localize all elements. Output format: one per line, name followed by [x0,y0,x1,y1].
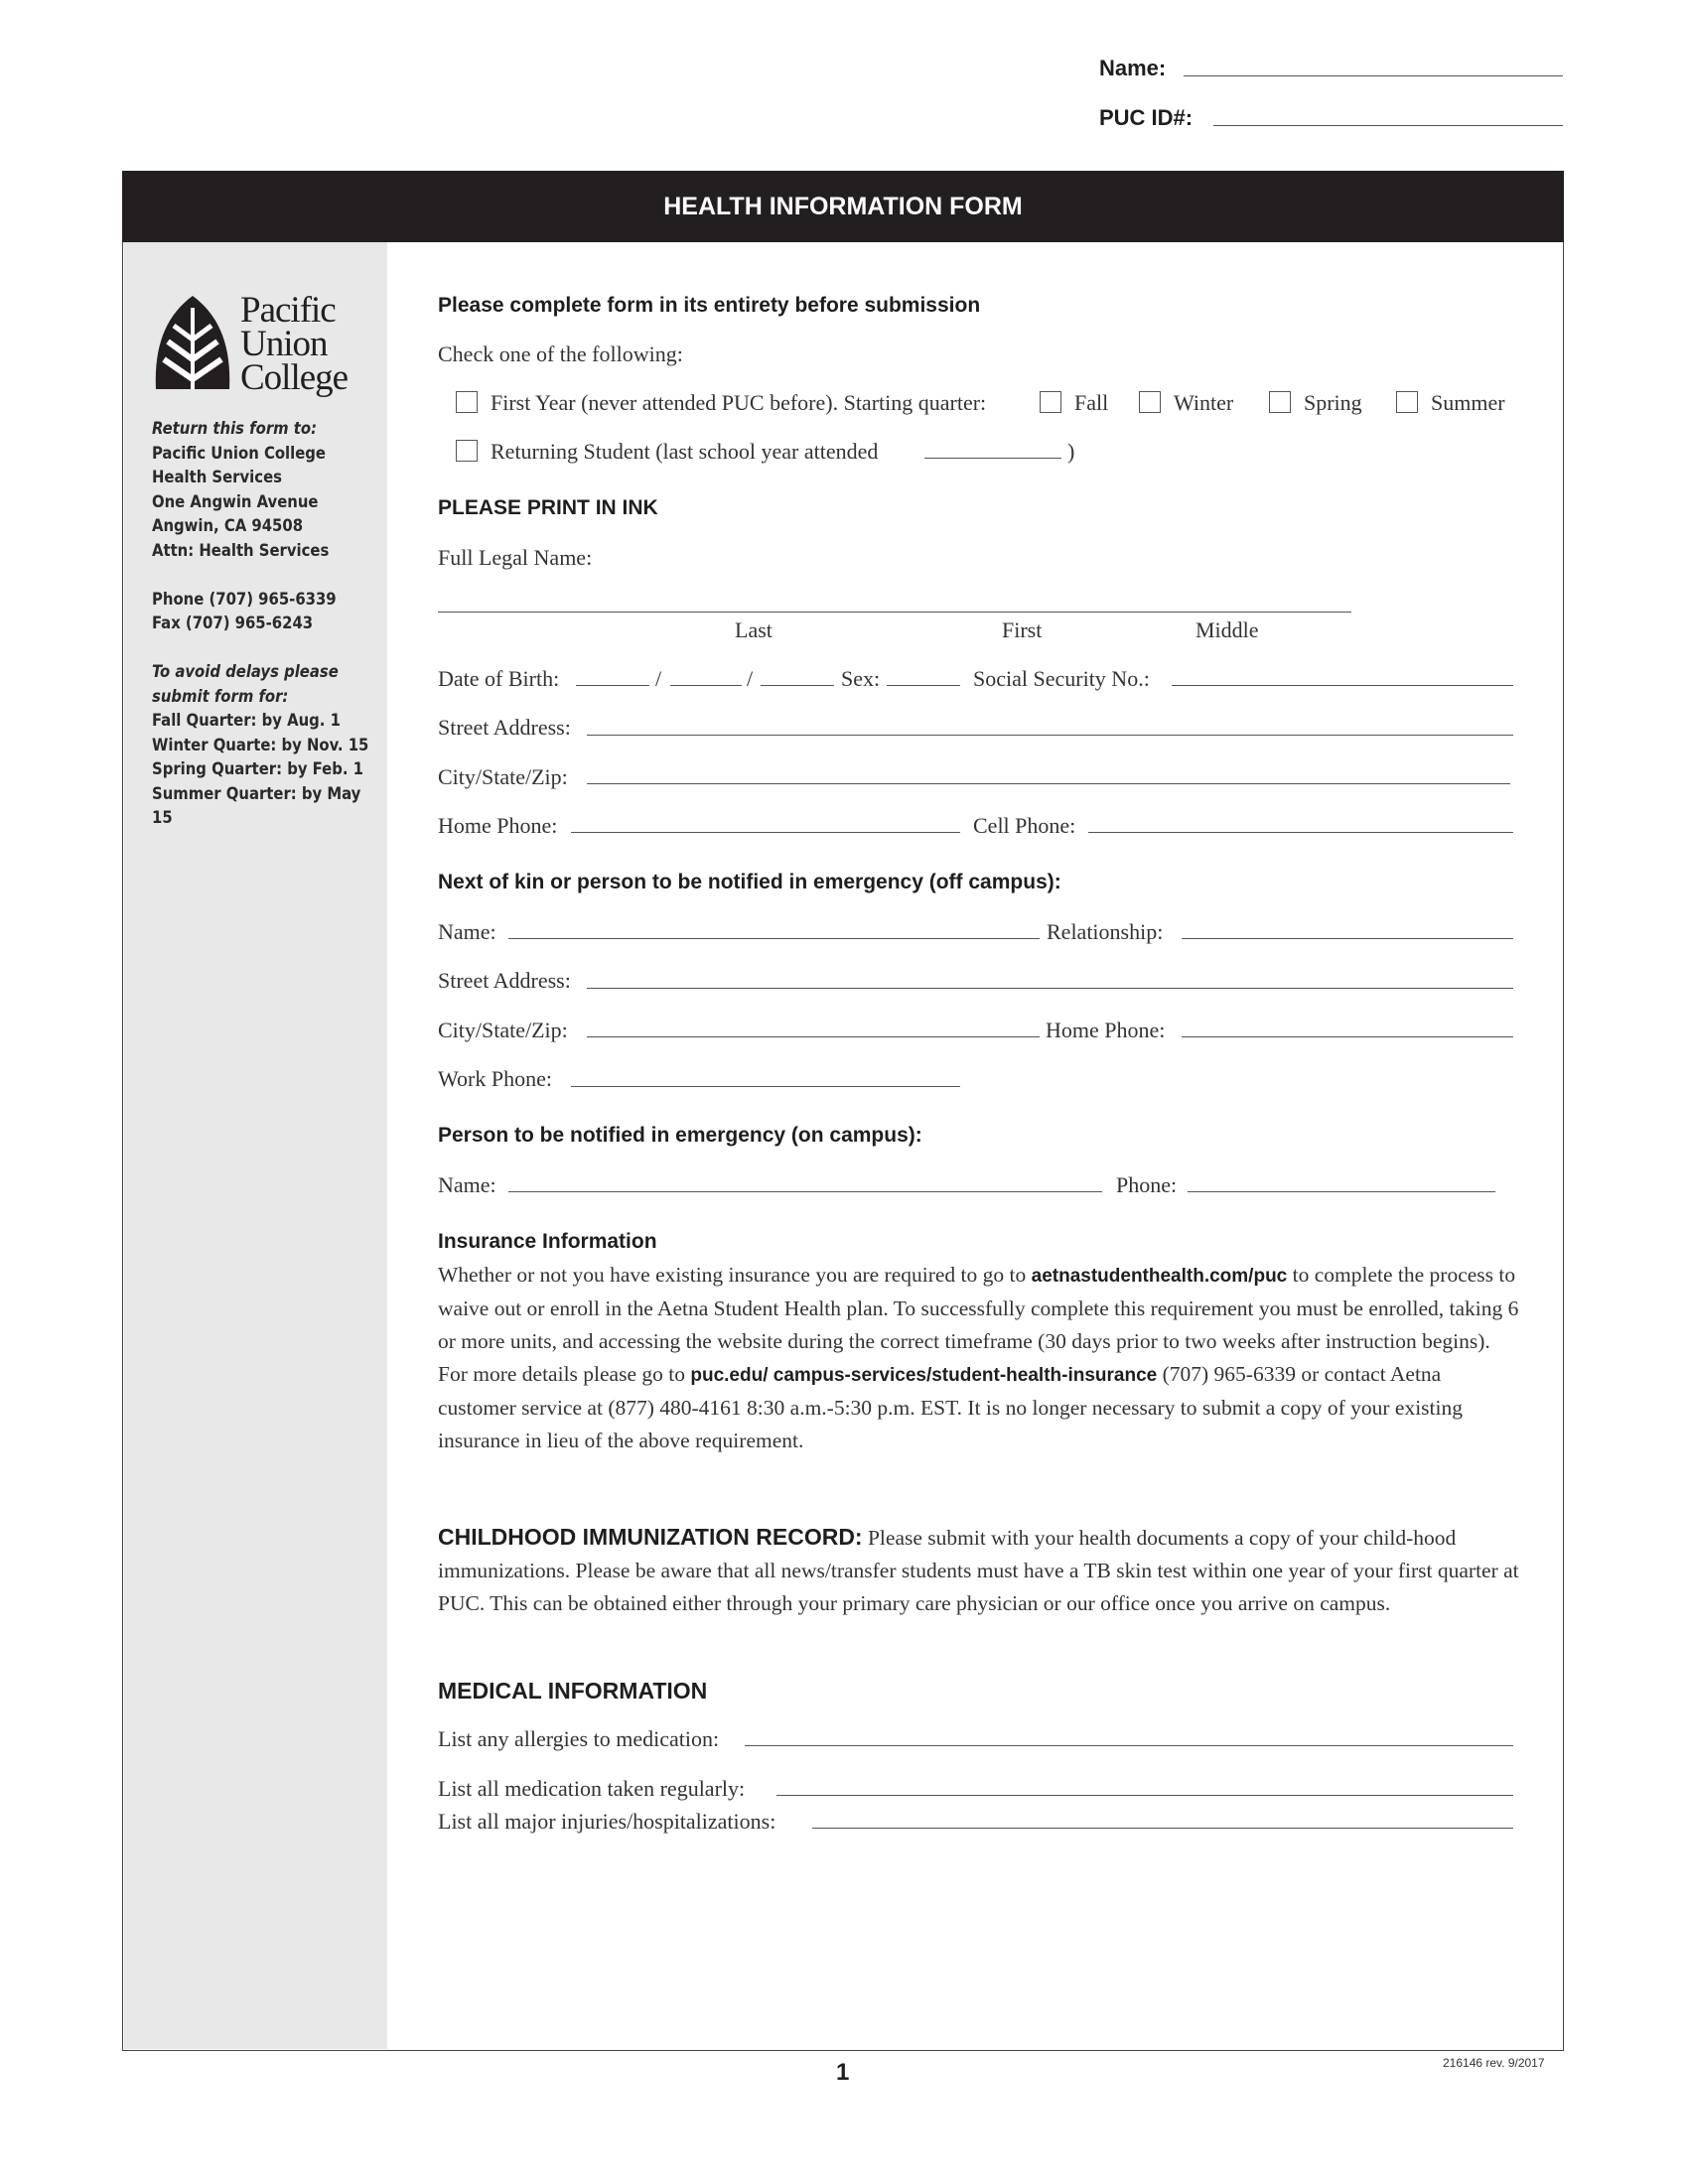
kin-home-phone-label: Home Phone: [1046,1018,1166,1042]
on-campus-heading: Person to be notified in emergency (on campus): [438,1124,922,1147]
first-year-label: First Year (never attended PUC before). Starting quarter: [491,390,987,415]
sex-field[interactable] [887,685,960,686]
home-phone-field[interactable] [571,832,960,833]
first-name-caption: First [1002,617,1043,642]
first-year-checkbox[interactable] [456,391,478,413]
dob-year-field[interactable] [761,685,834,686]
print-in-ink-heading: PLEASE PRINT IN INK [438,496,658,519]
cell-phone-field[interactable] [1088,832,1513,833]
dob-slash: / [747,666,754,691]
logo-text-line3: College [240,357,349,398]
spring-label: Spring [1304,390,1362,415]
logo-text-line1: Pacific [240,290,336,331]
insurance-heading: Insurance Information [438,1230,657,1253]
city-state-zip-field[interactable] [587,783,1510,784]
immunization-paragraph: CHILDHOOD IMMUNIZATION RECORD: Please submit with your health documents a copy of your child-hood immunizations. Please be aware that all news/transfer students must have a TB skin test within one year of your first quarter at PUC. This can be obtained either through your primary care physician or our office once you arrive on campus. [438,1524,1519,1615]
returning-close-paren: ) [1067,439,1075,464]
leaf-logo-icon [152,294,233,397]
aetna-link[interactable]: aetnastudenthealth.com/puc [1031,1266,1288,1287]
intro-heading: Please complete form in its entirety before submission [438,294,981,317]
name-field[interactable] [1184,75,1563,76]
return-heading: Return this form to: [152,419,318,438]
ssn-field[interactable] [1172,685,1513,686]
address-line: Attn: Health Services [152,540,330,560]
medical-heading: MEDICAL INFORMATION [438,1678,708,1704]
last-name-caption: Last [735,617,773,642]
kin-city-field[interactable] [587,1036,1040,1037]
address-line: One Angwin Avenue [152,491,319,511]
ssn-label: Social Security No.: [973,666,1150,691]
summer-label: Summer [1431,390,1505,415]
form-title: HEALTH INFORMATION FORM [663,193,1023,220]
puc-id-field[interactable] [1213,125,1563,126]
medication-label: List all medication taken regularly: [438,1776,746,1801]
page-number: 1 [836,2059,850,2086]
sidebar-fax: Fax (707) 965-6243 [152,614,314,632]
allergies-field[interactable] [745,1745,1513,1746]
street-address-label: Street Address: [438,715,571,740]
deadline-item: Spring Quarter: by Feb. 1 [152,759,363,778]
deadline-item: Summer Quarter: by May 15 [152,783,361,827]
kin-street-label: Street Address: [438,968,571,993]
puc-insurance-link[interactable]: puc.edu/ campus-services/student-health-insurance [690,1365,1158,1386]
on-campus-phone-field[interactable] [1188,1191,1495,1192]
address-line: Pacific Union College [152,443,326,463]
immunization-heading: CHILDHOOD IMMUNIZATION RECORD: [438,1524,863,1550]
full-legal-name-field[interactable] [438,612,1351,613]
kin-work-phone-label: Work Phone: [438,1066,552,1091]
college-logo [149,290,367,403]
on-campus-name-field[interactable] [508,1191,1102,1192]
puc-id-label: PUC ID#: [1099,105,1194,130]
kin-name-field[interactable] [508,938,1040,939]
kin-home-phone-field[interactable] [1182,1036,1513,1037]
dob-slash: / [655,666,662,691]
fall-checkbox[interactable] [1040,391,1061,413]
kin-relationship-field[interactable] [1182,938,1513,939]
winter-checkbox[interactable] [1139,391,1161,413]
dob-month-field[interactable] [576,685,649,686]
middle-name-caption: Middle [1196,617,1259,642]
injuries-label: List all major injuries/hospitalizations: [438,1809,776,1834]
logo-text-line2: Union [240,324,328,364]
sidebar-contact [152,417,382,831]
cell-phone-label: Cell Phone: [973,813,1076,838]
returning-label: Returning Student (last school year attended [491,439,879,464]
next-of-kin-heading: Next of kin or person to be notified in emergency (off campus): [438,871,1061,893]
home-phone-label: Home Phone: [438,813,558,838]
on-campus-name-label: Name: [438,1172,496,1197]
injuries-field[interactable] [812,1828,1513,1829]
address-line: Angwin, CA 94508 [152,516,304,535]
spring-checkbox[interactable] [1269,391,1291,413]
dob-day-field[interactable] [670,685,742,686]
winter-label: Winter [1174,390,1234,415]
returning-checkbox[interactable] [456,440,478,462]
delay-heading: submit form for: [152,686,289,706]
allergies-label: List any allergies to medication: [438,1726,720,1751]
full-legal-name-label: Full Legal Name: [438,545,593,570]
sex-label: Sex: [841,666,881,691]
name-label: Name: [1099,56,1167,80]
street-address-field[interactable] [587,735,1513,736]
form-title-bar [122,171,1564,242]
revision-label: 216146 rev. 9/2017 [1443,2056,1545,2070]
insurance-paragraph: Whether or not you have existing insurance you are required to go to aetnastudenthealth.com/puc to complete the process to waive out or enroll in the Aetna Student Health plan. To successfully complete this requirement you must be enrolled, taking 6 or more units, and accessing the website during the correct timeframe (30 days prior to two weeks after instruction begins). For more details please go to puc.edu/ campus-services/student-health-insurance (707) 965-6339 or contact Aetna customer service at (877) 480-4161 8:30 a.m.-5:30 p.m. EST. It is no longer necessary to submit a copy of your existing insurance in lieu of the above requirement. [438,1263,1519,1452]
kin-relationship-label: Relationship: [1047,919,1164,944]
delay-heading: To avoid delays please [152,662,339,681]
deadline-item: Winter Quarte: by Nov. 15 [152,735,369,754]
kin-street-field[interactable] [587,988,1513,989]
kin-city-label: City/State/Zip: [438,1018,568,1042]
sidebar-phone: Phone (707) 965-6339 [152,589,337,609]
city-state-zip-label: City/State/Zip: [438,764,568,789]
kin-name-label: Name: [438,919,496,944]
kin-work-phone-field[interactable] [571,1086,960,1087]
on-campus-phone-label: Phone: [1116,1172,1178,1197]
last-school-year-field[interactable] [924,458,1061,459]
address-line: Health Services [152,468,282,486]
dob-label: Date of Birth: [438,666,560,691]
medication-field[interactable] [776,1795,1513,1796]
deadline-item: Fall Quarter: by Aug. 1 [152,711,341,730]
check-one-label: Check one of the following: [438,341,683,366]
fall-label: Fall [1074,390,1109,415]
summer-checkbox[interactable] [1396,391,1418,413]
